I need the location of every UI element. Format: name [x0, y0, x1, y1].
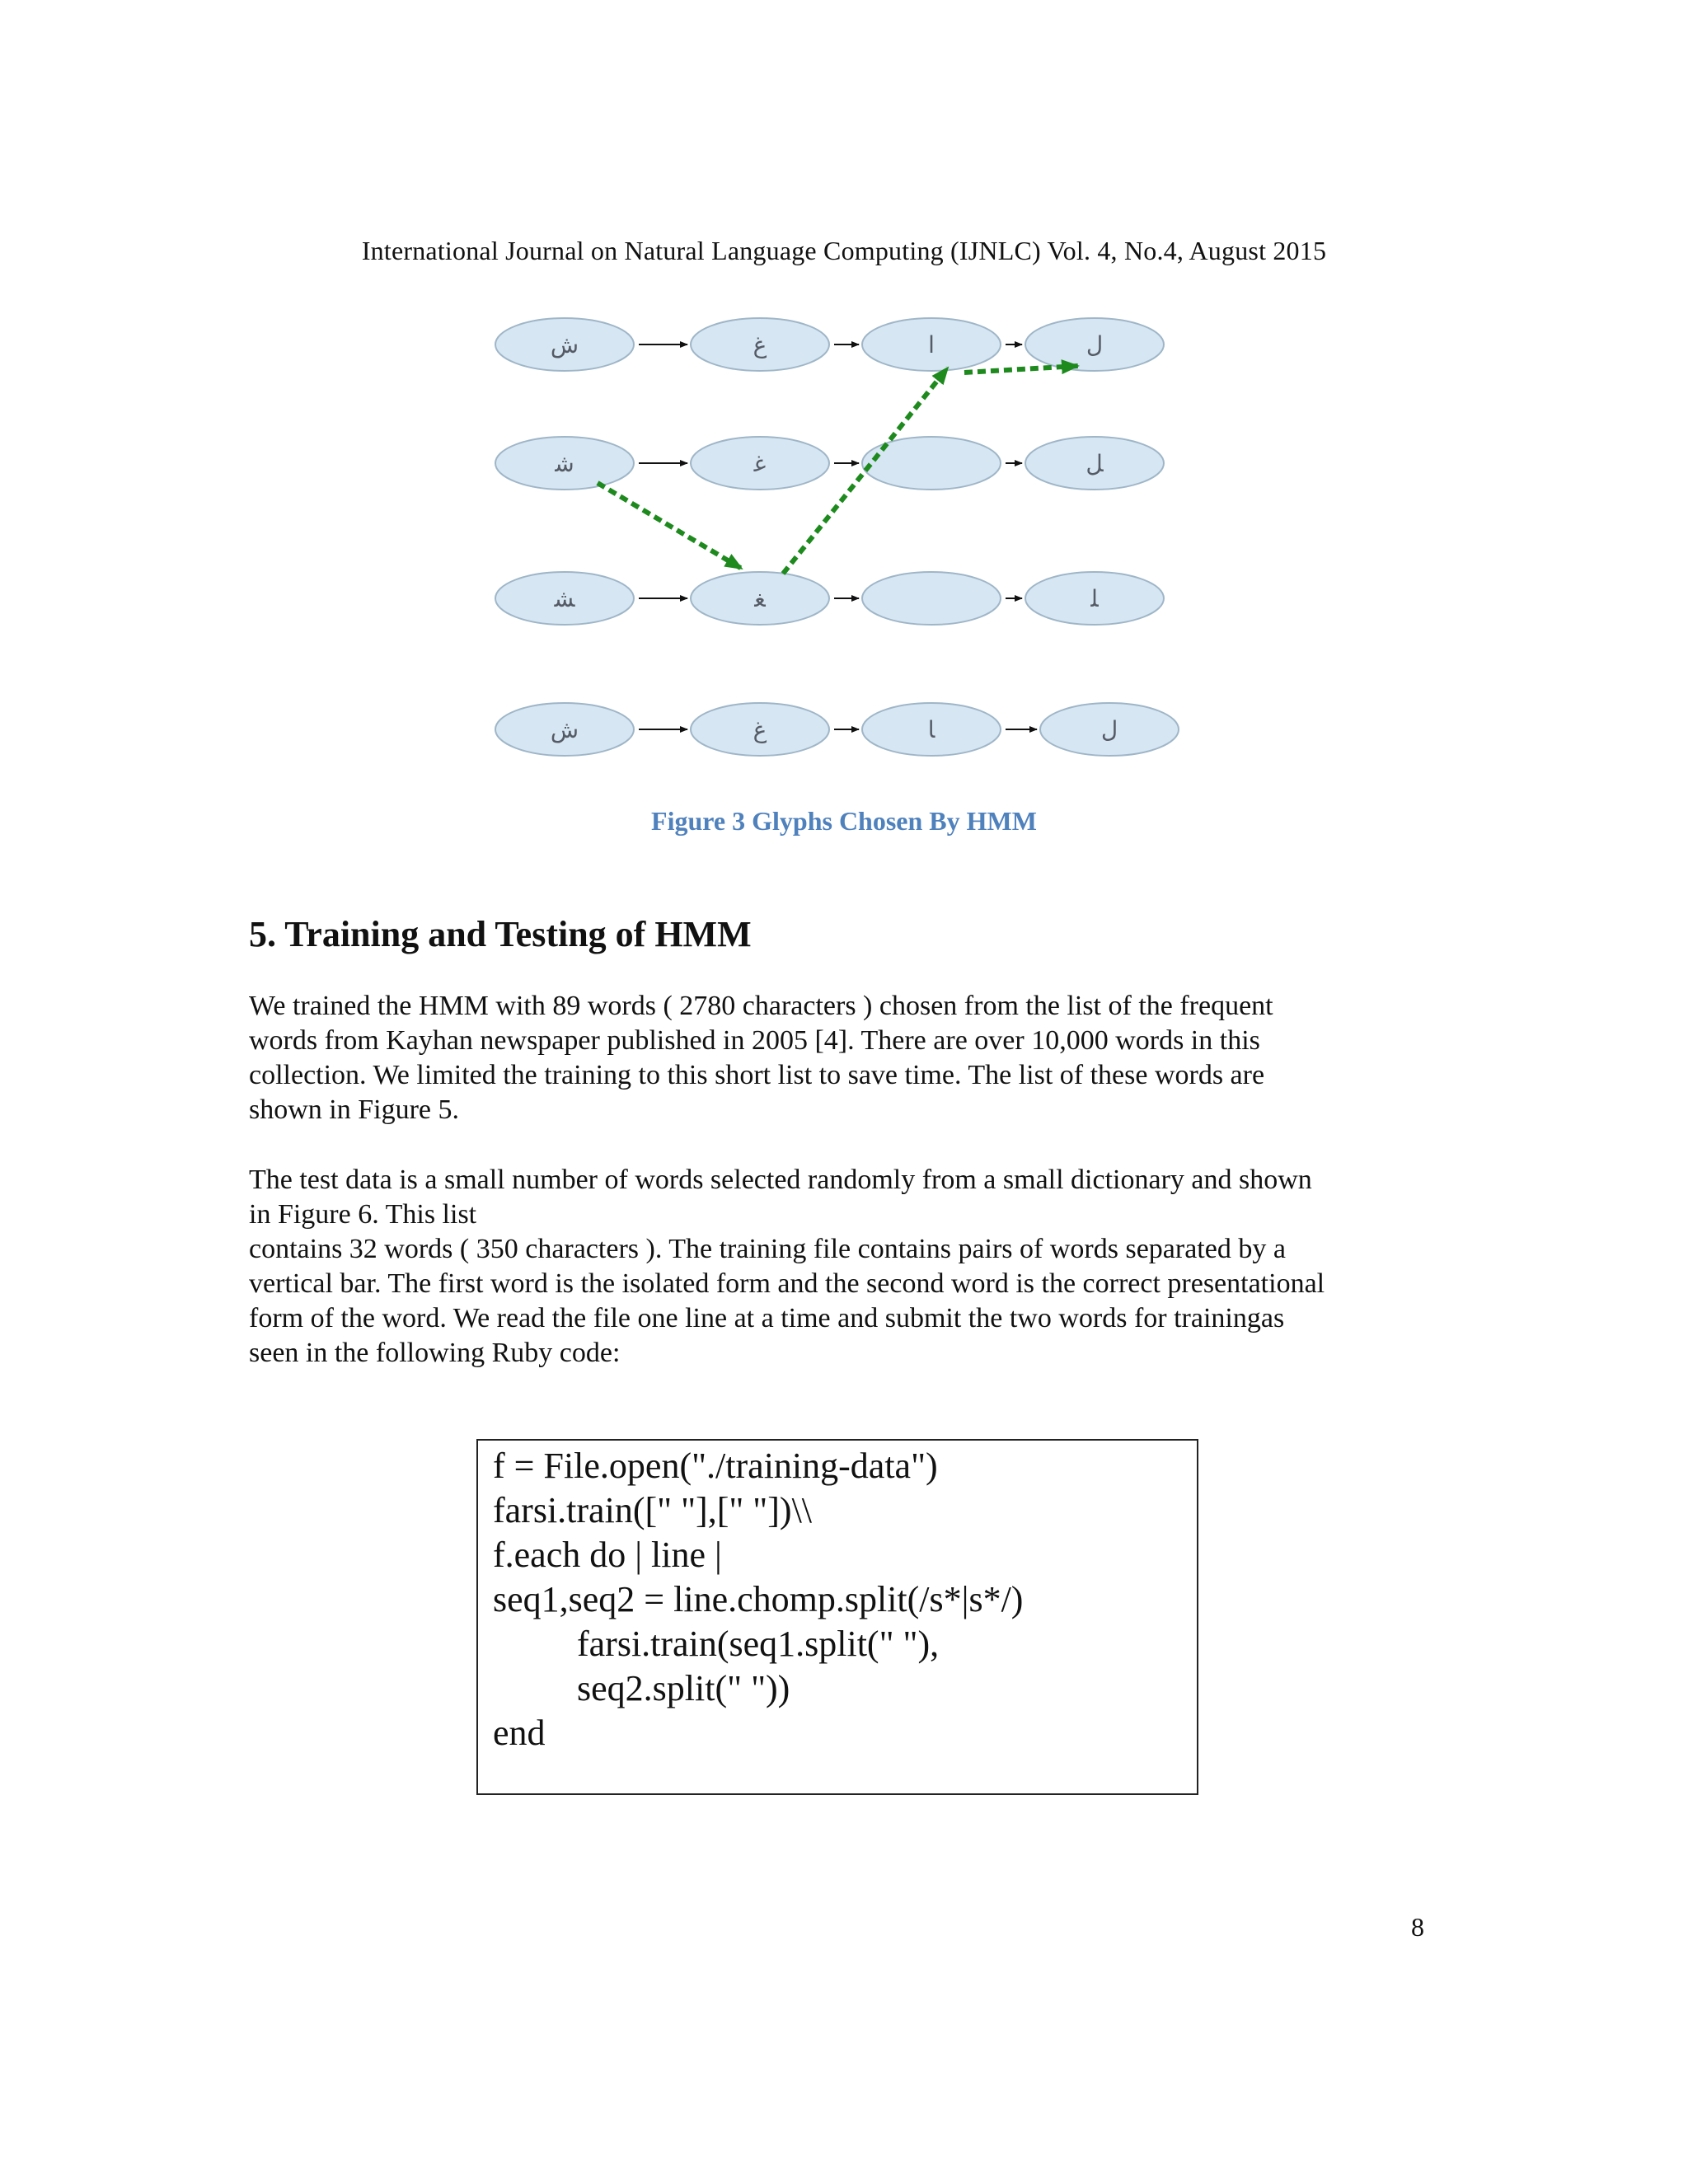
code-line: seq1,seq2 = line.chomp.split(/s*|s*/) [493, 1579, 1024, 1619]
glyph-label: ا [928, 331, 935, 359]
glyph-label: ل [1085, 331, 1104, 359]
paragraph-line: We trained the HMM with 89 words ( 2780 characters ) chosen from the list of the frequent [249, 991, 1273, 1021]
chosen-path-arrow [598, 483, 742, 569]
paragraph-line: vertical bar. The first word is the isolated form and the second word is the correct presentational [249, 1268, 1325, 1299]
code-line: f = File.open("./training-data") [493, 1446, 938, 1486]
glyph-label: ﺷ [555, 450, 574, 477]
chosen-path-arrow [964, 366, 1078, 373]
glyph-label: ﻐ [754, 585, 766, 612]
running-header: International Journal on Natural Language Computing (IJNLC) Vol. 4, No.4, August 2015 [361, 236, 1327, 265]
paragraph-line: The test data is a small number of words selected randomly from a small dictionary and shown [249, 1165, 1312, 1195]
paragraph-line: shown in Figure 5. [249, 1094, 459, 1125]
glyph-node [862, 572, 1001, 625]
glyph-label: غ [753, 716, 767, 743]
glyph-label: غ [753, 331, 767, 359]
glyph-label: ﻏ [753, 450, 767, 477]
code-line: seq2.split(" ")) [577, 1668, 790, 1708]
paragraph-testing [249, 1163, 1452, 1371]
glyph-label: ش [550, 331, 579, 359]
paragraph-line: form of the word. We read the file one line at a time and submit the two words for trainingas [249, 1303, 1285, 1333]
paragraph-line: contains 32 words ( 350 characters ). The training file contains pairs of words separated by a [249, 1234, 1286, 1264]
hmm-nodes [495, 318, 1179, 756]
glyph-node [862, 437, 1001, 490]
figure-caption: Figure 3 Glyphs Chosen By HMM [651, 806, 1037, 836]
section-title: 5. Training and Testing of HMM [249, 914, 752, 954]
code-line: f.each do | line | [493, 1535, 722, 1575]
glyph-label: ﻠ [1090, 585, 1099, 612]
glyph-label: ﺎ [927, 716, 935, 743]
code-line: farsi.train([" "],[" "])\\ [493, 1490, 813, 1530]
paragraph-line: seen in the following Ruby code: [249, 1338, 621, 1368]
hmm-glyph-diagram [495, 305, 1187, 775]
page-number: 8 [1411, 1912, 1424, 1942]
glyph-label: ﻞ [1085, 450, 1104, 477]
glyph-label: ش [550, 716, 579, 743]
paragraph-training [249, 989, 1452, 1127]
hmm-edges [639, 344, 1037, 729]
paragraph-line: words from Kayhan newspaper published in 2005 [4]. There are over 10,000 words in this [249, 1025, 1260, 1056]
hmm-glyph-figure [495, 305, 1187, 775]
glyph-label: ل [1100, 716, 1118, 743]
chosen-path [598, 366, 1078, 574]
paragraph-line: in Figure 6. This list [249, 1199, 477, 1230]
glyph-label: ﺸ [554, 585, 575, 612]
ruby-code-box [476, 1439, 1198, 1795]
code-line: end [493, 1713, 546, 1753]
paragraph-line: collection. We limited the training to this short list to save time. The list of these words are [249, 1060, 1265, 1090]
code-line: farsi.train(seq1.split(" "), [577, 1624, 940, 1664]
